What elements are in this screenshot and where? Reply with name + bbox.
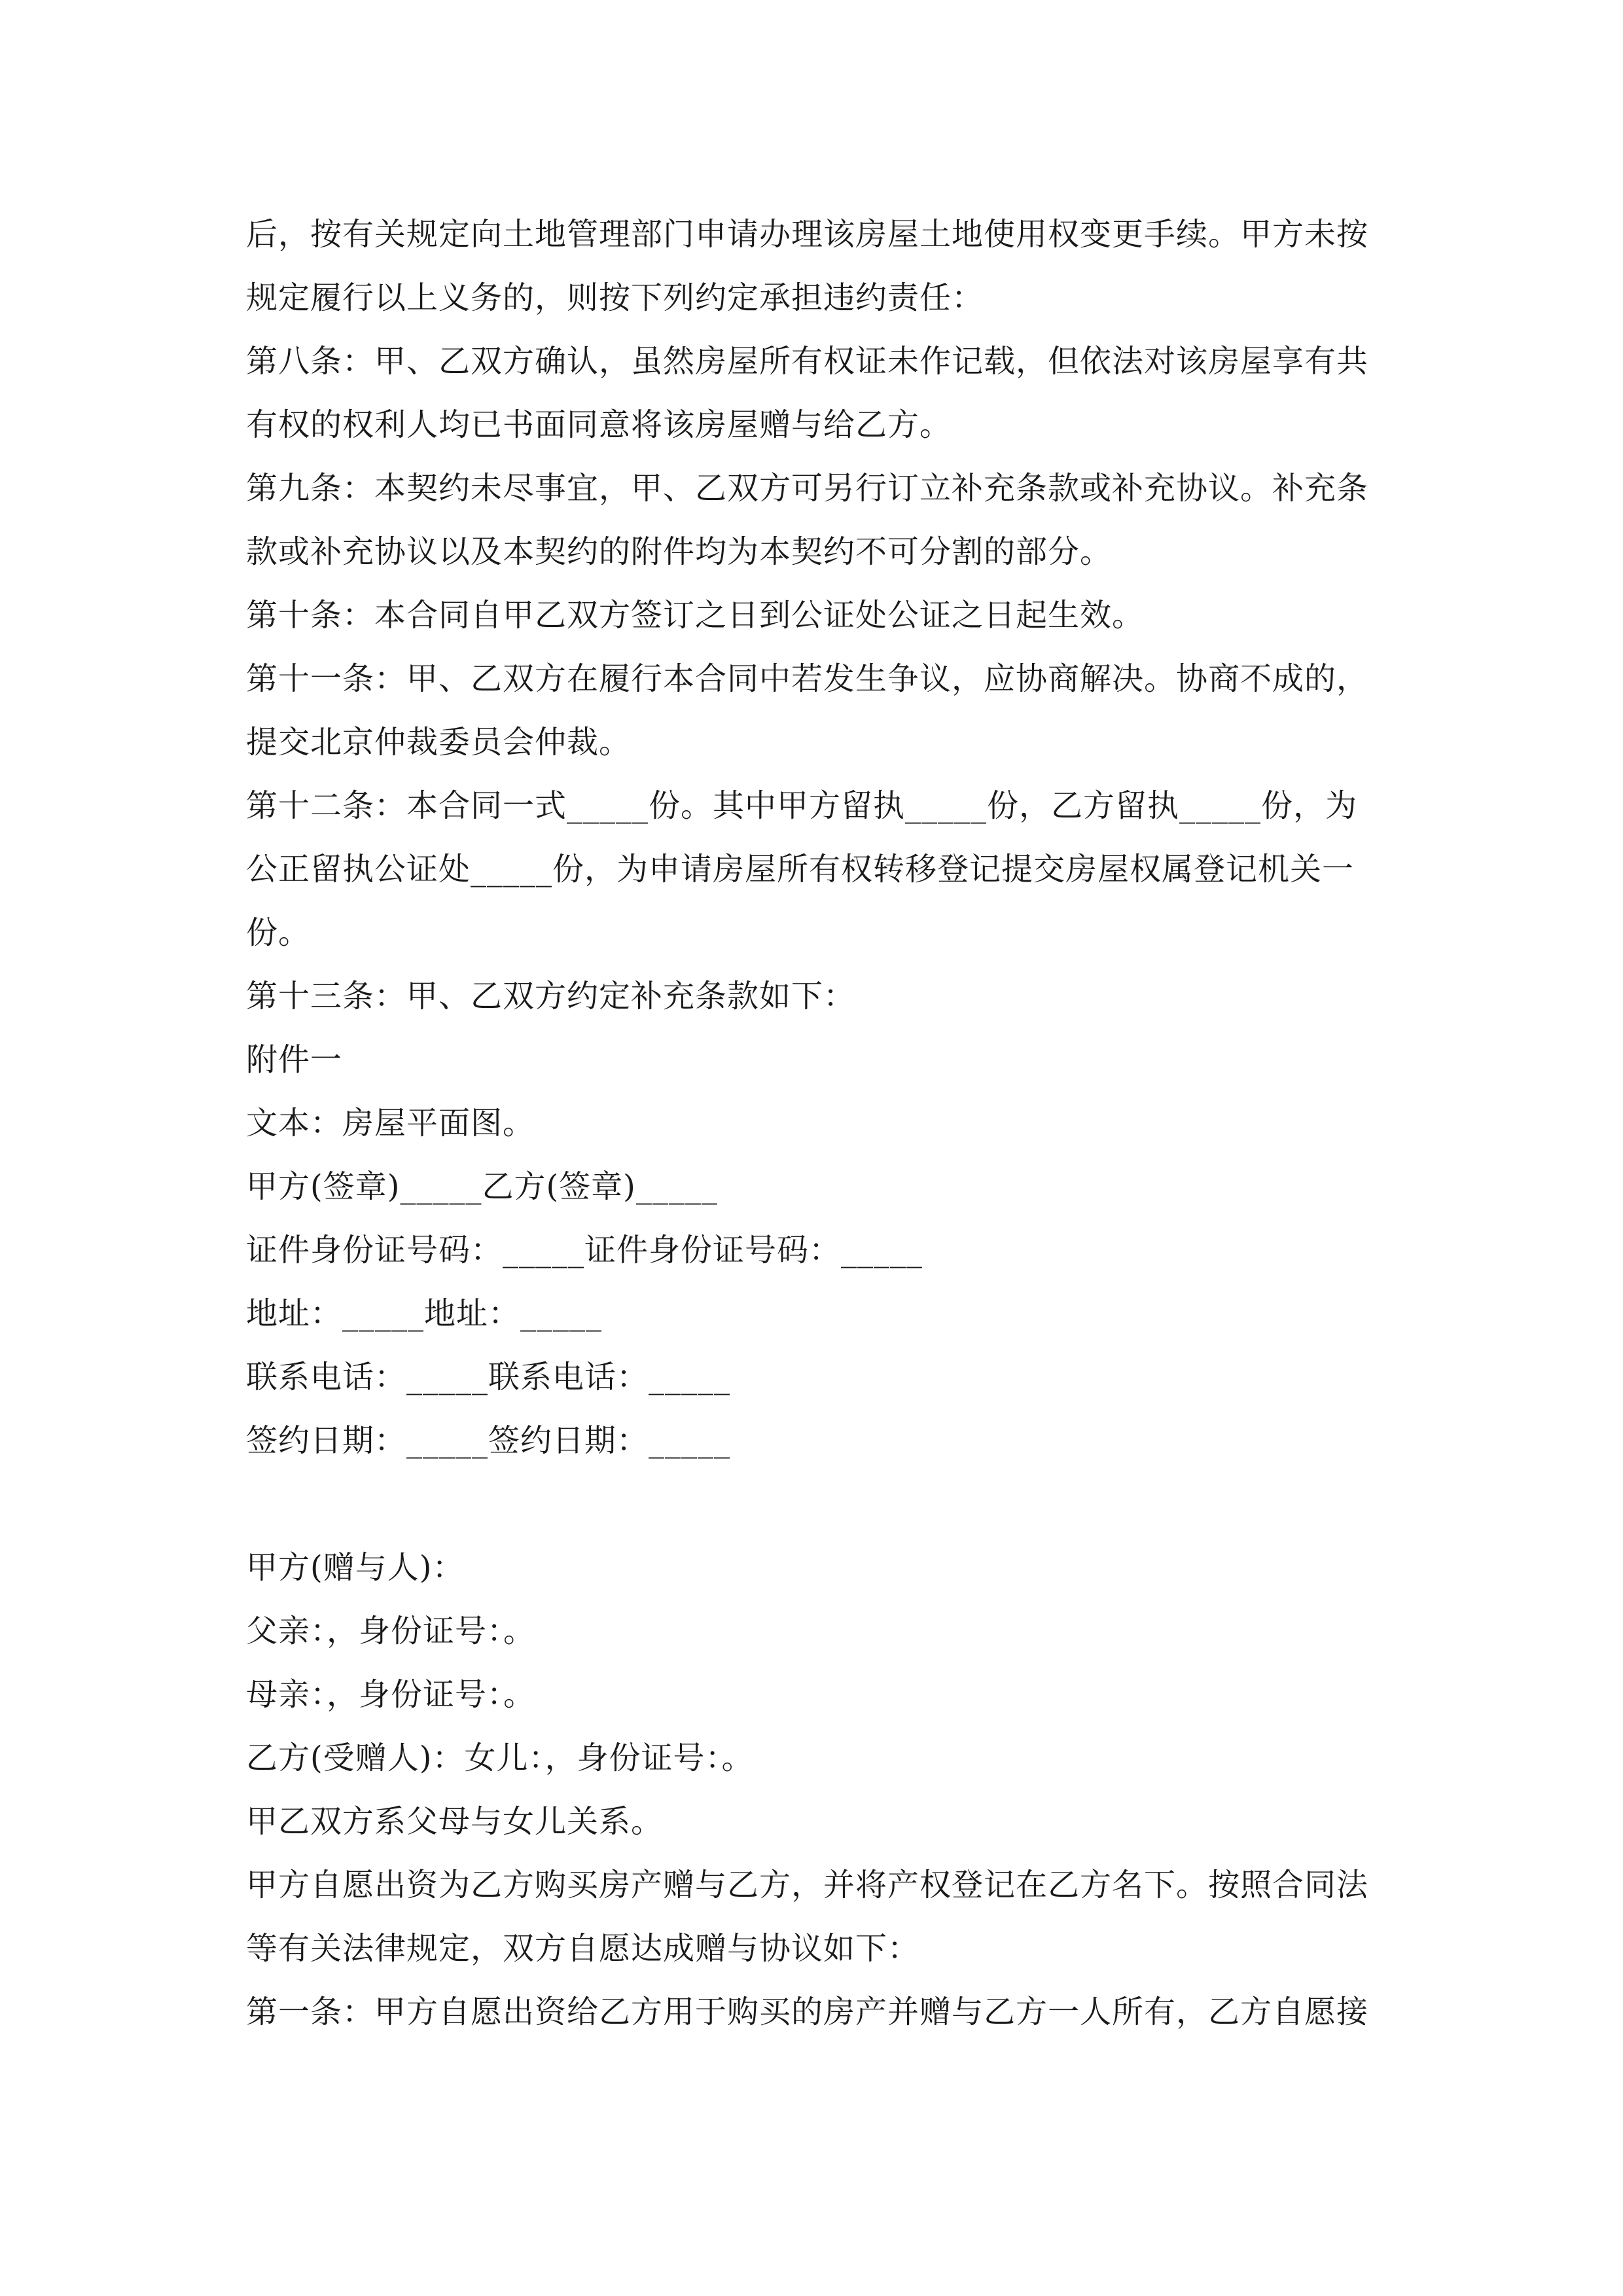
article-8: 第八条：甲、乙双方确认，虽然房屋所有权证未作记载，但依法对该房屋享有共 [246,343,1369,380]
attachment-text: 文本：房屋平面图。 [246,1105,535,1141]
donee-line: 乙方(受赠人)：女儿：，身份证号：。 [246,1740,754,1776]
article-13: 第十三条：甲、乙双方约定补充条款如下： [246,978,856,1014]
text-line: 款或补充协议以及本契约的附件均为本契约不可分割的部分。 [246,533,1113,570]
article-12: 第十二条：本合同一式_____份。其中甲方留执_____份，乙方留执_____份，为 [246,787,1358,824]
document-body [246,203,1385,2044]
text-line: 后，按有关规定向土地管理部门申请办理该房屋土地使用权变更手续。甲方未按 [246,216,1369,253]
text-line: 份。 [246,914,311,951]
phone-line: 联系电话：_____联系电话：_____ [246,1359,731,1395]
text-line: 甲方自愿出资为乙方购买房产赠与乙方，并将产权登记在乙方名下。按照合同法 [246,1867,1369,1903]
signature-line: 甲方(签章)_____乙方(签章)_____ [246,1168,718,1205]
donor-heading: 甲方(赠与人)： [246,1549,465,1586]
article-1: 第一条：甲方自愿出资给乙方用于购买的房产并赠与乙方一人所有，乙方自愿接 [246,1994,1369,2030]
address-line: 地址：_____地址：_____ [246,1295,603,1332]
article-11: 第十一条：甲、乙双方在履行本合同中若发生争议，应协商解决。协商不成的， [246,660,1369,697]
sign-date-line: 签约日期：_____签约日期：_____ [246,1422,731,1459]
relationship-line: 甲乙双方系父母与女儿关系。 [246,1803,664,1840]
text-line: 规定履行以上义务的，则按下列约定承担违约责任： [246,279,984,316]
text-line: 有权的权利人均已书面同意将该房屋赠与给乙方。 [246,406,952,443]
attachment-heading: 附件一 [246,1041,343,1078]
text-line: 公正留执公证处_____份，为申请房屋所有权转移登记提交房屋权属登记机关一 [246,851,1355,888]
mother-line: 母亲：，身份证号：。 [246,1676,536,1713]
id-number-line: 证件身份证号码：_____证件身份证号码：_____ [246,1232,923,1268]
text-line: 等有关法律规定，双方自愿达成赠与协议如下： [246,1930,920,1967]
paragraph-gap [246,1473,1385,1536]
father-line: 父亲：，身份证号：。 [246,1613,536,1649]
article-9: 第九条：本契约未尽事宜，甲、乙双方可另行订立补充条款或补充协议。补充条 [246,470,1369,507]
article-10: 第十条：本合同自甲乙双方签订之日到公证处公证之日起生效。 [246,597,1145,634]
text-line: 提交北京仲裁委员会仲裁。 [246,724,632,761]
